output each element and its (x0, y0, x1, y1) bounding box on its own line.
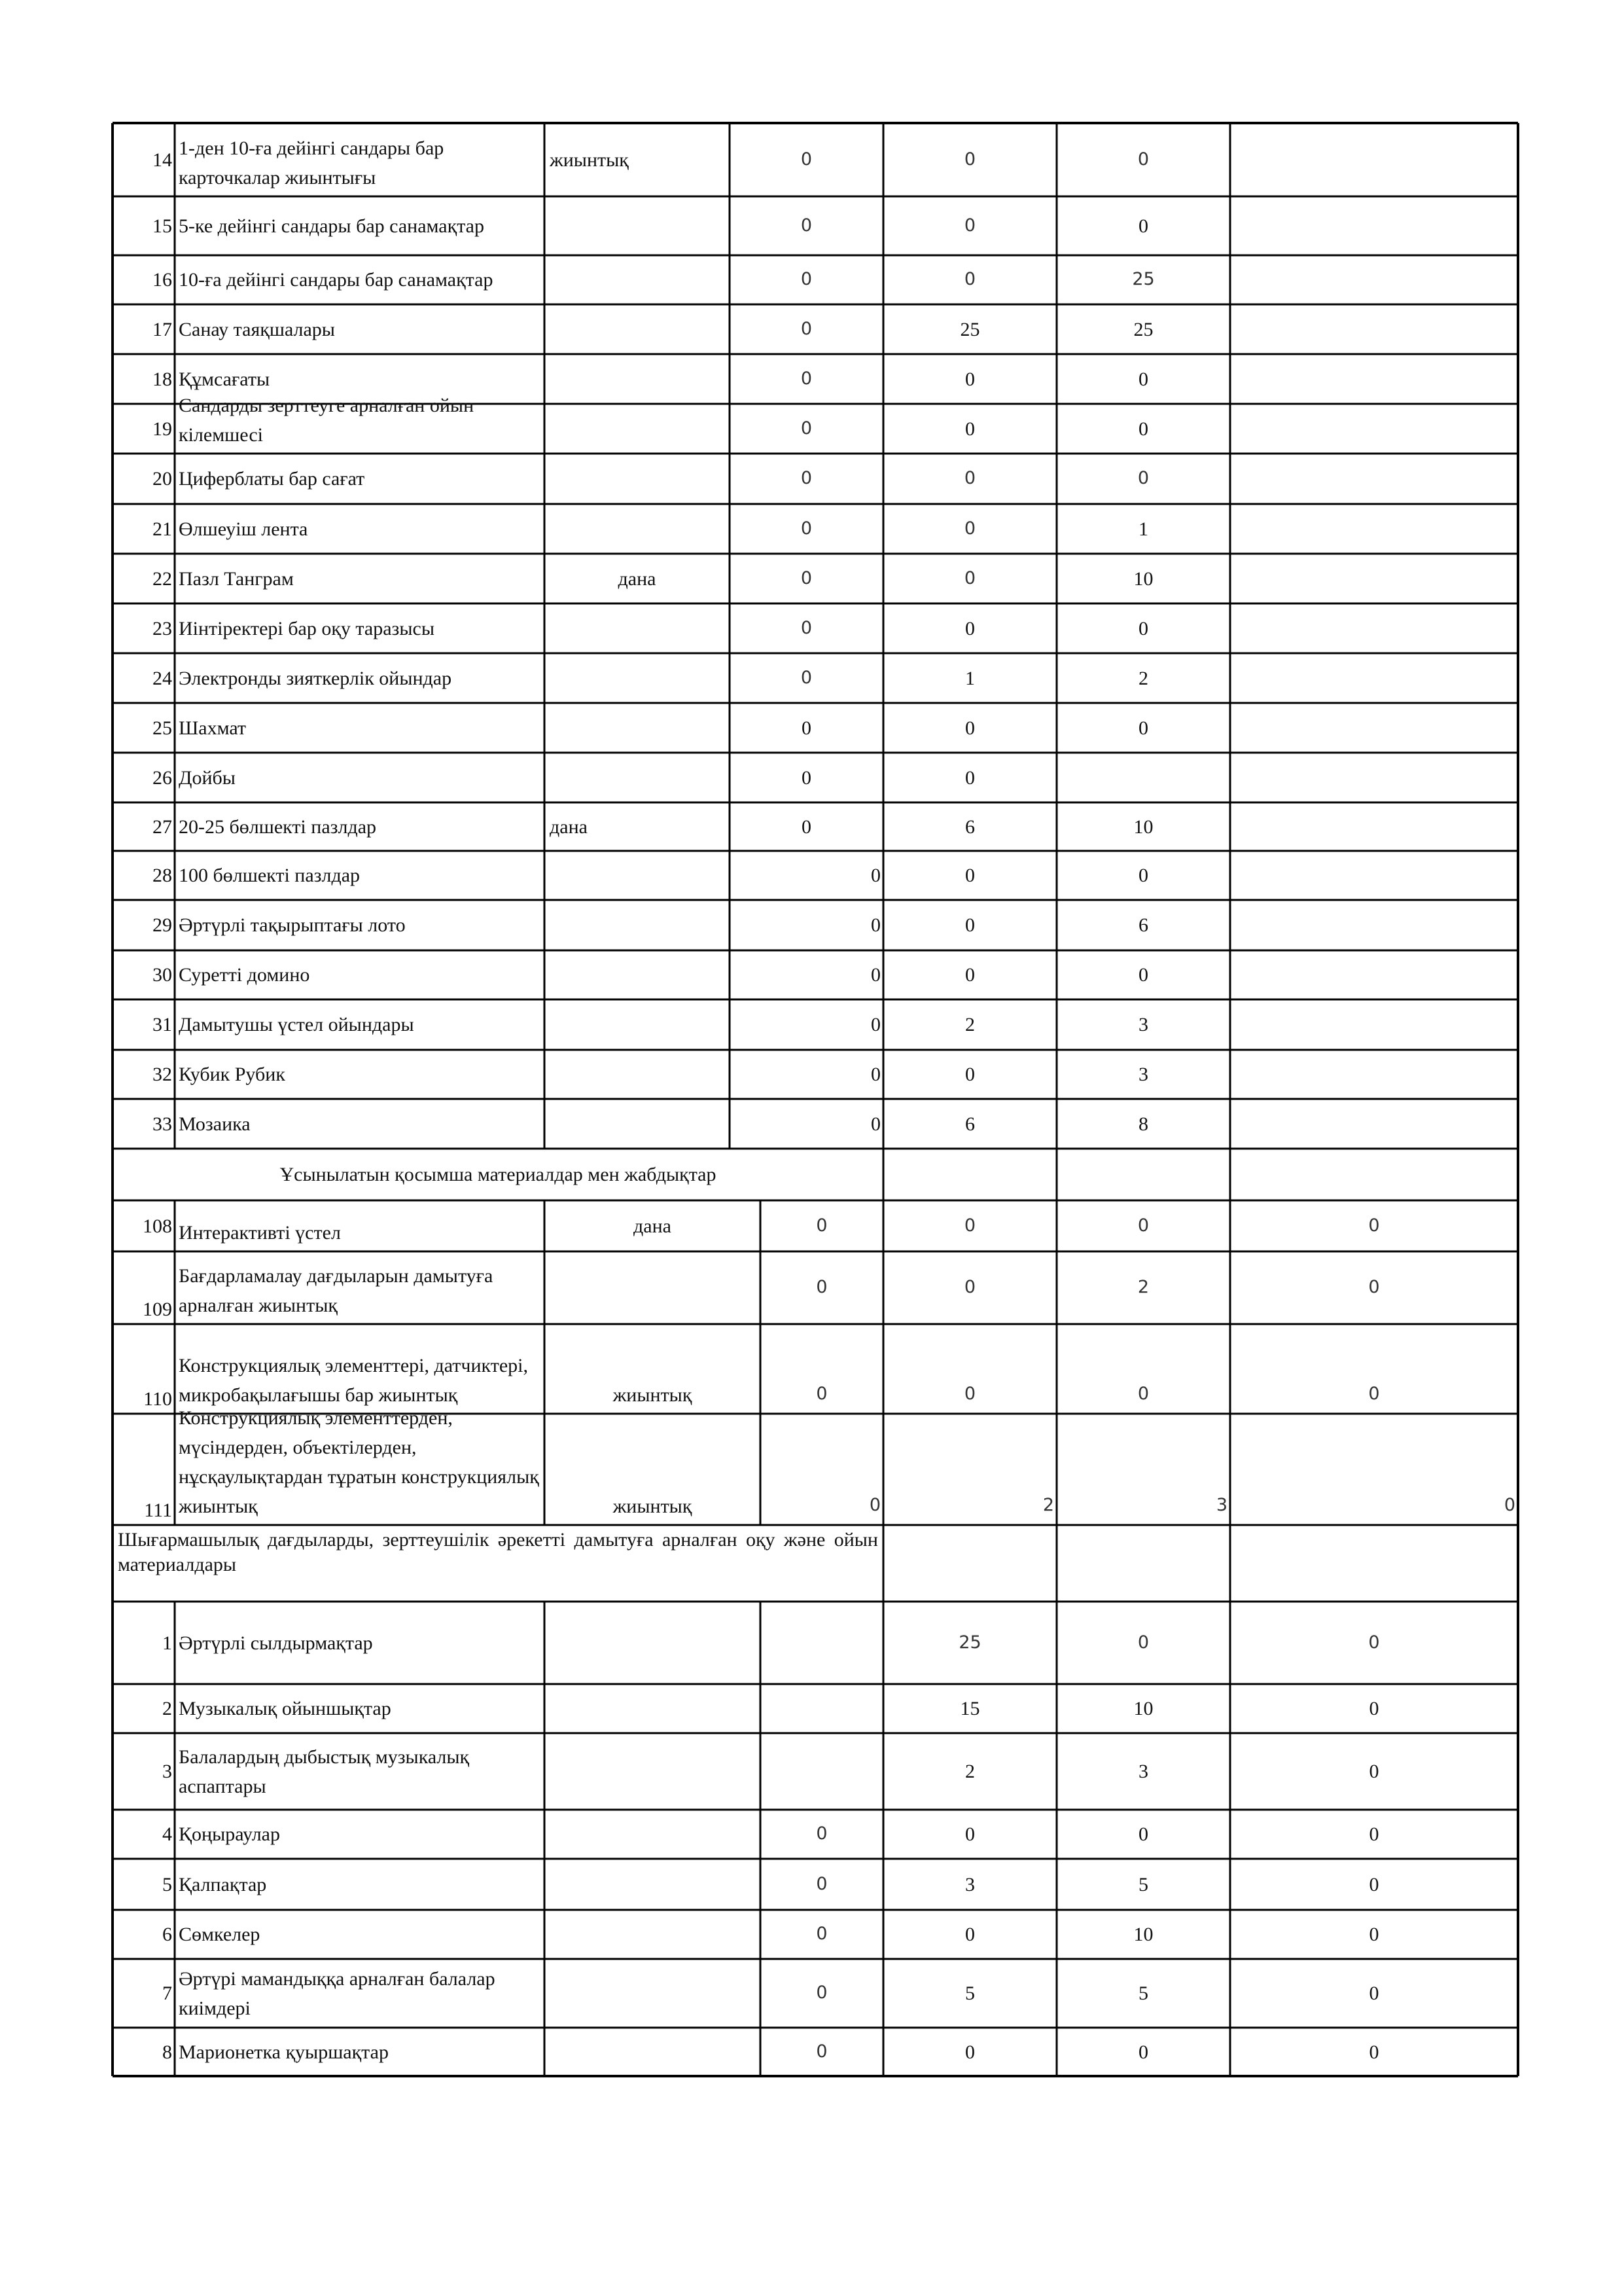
value-col2: 0 (964, 518, 976, 539)
value-col2: 0 (965, 914, 975, 936)
value-col1: 0 (871, 1014, 881, 1035)
value-col2: 2 (1042, 1494, 1054, 1515)
value-col3: 0 (1139, 617, 1148, 639)
item-name: Музыкалық ойыншықтар (179, 1698, 391, 1719)
item-unit (544, 753, 730, 802)
value-col1: 0 (871, 865, 881, 886)
value-col3: 3 (1139, 1064, 1148, 1085)
item-name: 20-25 бөлшекті пазлдар (179, 816, 377, 838)
item-name: Конструкциялық элементтерден, мүсіндерден, объектілерден, нұсқаулықтардан тұратын конструкциялық жиынтық (179, 1407, 539, 1517)
item-unit: дана (633, 1215, 671, 1237)
value-col2: 0 (965, 865, 975, 886)
row-number: 5 (162, 1873, 172, 1895)
row-number: 20 (152, 468, 172, 490)
value-col1: 0 (800, 418, 813, 439)
value-col2: 0 (964, 567, 976, 588)
value-col3: 10 (1133, 816, 1154, 838)
value-col3: 25 (1132, 269, 1155, 290)
value-col4 (1230, 404, 1518, 454)
value-col2: 2 (965, 1014, 975, 1035)
row-number: 16 (152, 269, 172, 291)
item-unit (544, 653, 730, 703)
value-col2: 0 (964, 269, 976, 290)
item-unit (544, 1050, 730, 1099)
item-unit (544, 1733, 760, 1810)
row-number: 25 (152, 717, 172, 739)
value-col1: 0 (871, 964, 881, 986)
value-col2: 25 (960, 318, 980, 340)
row-number: 110 (143, 1388, 172, 1410)
value-col3: 5 (1139, 1873, 1148, 1895)
item-name: Әртүрлі тақырыптағы лото (179, 914, 406, 936)
item-unit (544, 1959, 760, 2028)
row-number: 8 (162, 2041, 172, 2063)
item-name: 10-ға дейінгі сандары бар санамақтар (179, 269, 493, 291)
value-col1: 0 (871, 1064, 881, 1085)
value-col1: 0 (871, 1113, 881, 1135)
value-col4 (1230, 653, 1518, 703)
value-col1: 0 (800, 215, 813, 236)
item-name: Циферблаты бар сағат (179, 468, 365, 490)
value-col1: 0 (802, 766, 811, 789)
value-col2: 0 (965, 766, 975, 789)
value-col3: 0 (1139, 418, 1148, 440)
value-col3: 0 (1137, 1632, 1150, 1653)
item-name: Қоңыраулар (179, 1823, 280, 1845)
value-col4: 0 (1369, 2041, 1379, 2063)
row-number: 23 (152, 617, 172, 639)
value-col3: 0 (1139, 368, 1148, 390)
row-number: 32 (152, 1064, 172, 1085)
value-col4: 0 (1368, 1277, 1380, 1298)
row-number: 6 (162, 1924, 172, 1945)
value-col4 (1230, 454, 1518, 504)
item-name: Санау таяқшалары (179, 318, 335, 340)
value-col2: 6 (965, 1113, 975, 1135)
item-unit (544, 1910, 760, 1959)
value-col4 (1230, 255, 1518, 304)
row-number: 22 (152, 567, 172, 590)
value-col2: 0 (964, 1277, 976, 1298)
row-number: 7 (162, 1982, 172, 2004)
item-name: 1-ден 10-ға дейінгі сандары бар карточкалар жиынтығы (179, 137, 444, 188)
item-name: Сандарды зерттеуге арналған ойын кілемшесі (179, 395, 474, 446)
row-number: 1 (162, 1632, 172, 1654)
value-col4: 0 (1504, 1494, 1515, 1515)
row-number: 108 (143, 1215, 172, 1237)
row-number: 29 (152, 914, 172, 936)
value-col1: 0 (800, 149, 813, 170)
value-col4 (1230, 1050, 1518, 1099)
value-col4: 0 (1368, 1632, 1380, 1653)
item-unit (544, 999, 730, 1050)
item-unit (544, 900, 730, 950)
value-col2: 2 (965, 1761, 975, 1782)
item-unit (544, 1684, 760, 1733)
item-name: Қалпақтар (179, 1873, 267, 1895)
value-col2: 25 (959, 1632, 981, 1653)
item-unit (544, 504, 730, 554)
item-unit (544, 196, 730, 255)
item-name: Өлшеуіш лента (179, 518, 308, 540)
value-col4: 0 (1369, 1761, 1379, 1782)
value-col3: 0 (1139, 1823, 1148, 1845)
value-col4: 0 (1368, 1215, 1380, 1236)
value-col1: 0 (871, 914, 881, 936)
value-col3: 3 (1139, 1761, 1148, 1782)
value-col2: 1 (965, 667, 975, 689)
value-col3: 0 (1137, 1383, 1150, 1404)
item-unit (544, 1251, 760, 1324)
row-number: 3 (162, 1761, 172, 1782)
row-number: 28 (152, 865, 172, 886)
value-col3: 1 (1139, 518, 1148, 540)
value-col1: 0 (816, 1823, 828, 1844)
item-unit: жиынтық (612, 1384, 692, 1406)
value-col3: 3 (1139, 1014, 1148, 1035)
value-col2: 0 (964, 468, 976, 489)
value-col3: 25 (1133, 318, 1154, 340)
row-number: 26 (152, 766, 172, 789)
value-col4 (1230, 1099, 1518, 1149)
item-unit (544, 304, 730, 354)
value-col3: 2 (1137, 1277, 1150, 1298)
value-col1: 0 (816, 1383, 828, 1404)
item-unit: жиынтық (550, 149, 629, 171)
value-col1: 0 (816, 1982, 828, 2003)
value-col4: 0 (1369, 1698, 1379, 1719)
value-col2: 6 (965, 816, 975, 838)
value-col2: 0 (964, 1215, 976, 1236)
value-col1: 0 (869, 1494, 881, 1515)
row-number: 17 (152, 318, 172, 340)
row-number: 2 (162, 1698, 172, 1719)
item-name: Құмсағаты (179, 368, 270, 390)
value-col4 (1230, 354, 1518, 404)
value-col3: 8 (1139, 1113, 1148, 1135)
value-col3 (1057, 753, 1230, 802)
value-col4 (1230, 950, 1518, 999)
value-col2: 0 (965, 964, 975, 986)
row-number: 15 (152, 215, 172, 237)
value-col4: 0 (1369, 1982, 1379, 2004)
value-col3: 5 (1139, 1982, 1148, 2004)
item-name: Марионетка қуыршақтар (179, 2041, 389, 2063)
value-col1: 0 (800, 667, 813, 688)
value-col3: 0 (1139, 2041, 1148, 2063)
item-unit (544, 703, 730, 753)
value-col4: 0 (1369, 1823, 1379, 1845)
value-col4: 0 (1369, 1924, 1379, 1945)
item-unit (544, 404, 730, 454)
value-col4: 0 (1369, 1873, 1379, 1895)
value-col3: 0 (1139, 717, 1148, 739)
item-name: Сөмкелер (179, 1924, 260, 1945)
value-col4 (1230, 851, 1518, 900)
value-col2: 0 (965, 617, 975, 639)
value-col1: 0 (816, 2041, 828, 2062)
value-col4 (1230, 123, 1518, 196)
value-col1 (760, 1684, 883, 1733)
value-col3: 0 (1139, 215, 1148, 237)
row-number: 33 (152, 1113, 172, 1135)
item-name: Әртүрлі сылдырмақтар (179, 1632, 373, 1654)
value-col1 (760, 1602, 883, 1684)
item-unit (544, 255, 730, 304)
item-unit: жиынтық (612, 1496, 692, 1517)
item-name: 5-ке дейінгі сандары бар санамақтар (179, 215, 484, 237)
item-name: Дамытушы үстел ойындары (179, 1014, 414, 1035)
value-col4 (1230, 554, 1518, 603)
item-name: Балалардың дыбыстық музыкалық аспаптары (179, 1746, 470, 1797)
value-col1: 0 (800, 269, 813, 290)
value-col3: 2 (1139, 667, 1148, 689)
row-number: 111 (144, 1499, 172, 1521)
value-col1: 0 (800, 468, 813, 489)
value-col1: 0 (816, 1924, 828, 1945)
item-unit (544, 1810, 760, 1859)
item-name: Электронды зияткерлік ойындар (179, 667, 452, 689)
value-col4 (1230, 603, 1518, 653)
value-col1: 0 (800, 567, 813, 588)
item-unit (544, 1859, 760, 1910)
item-unit (544, 354, 730, 404)
value-col2: 3 (965, 1873, 975, 1895)
item-name: Суретті домино (179, 964, 310, 986)
value-col2: 0 (965, 418, 975, 440)
item-name: 100 бөлшекті пазлдар (179, 865, 361, 886)
value-col4 (1230, 753, 1518, 802)
item-unit (544, 1099, 730, 1149)
value-col3: 10 (1133, 1698, 1154, 1719)
value-col3: 0 (1137, 1215, 1150, 1236)
value-col1 (760, 1733, 883, 1810)
item-name: Мозаика (179, 1113, 251, 1135)
value-col3: 10 (1133, 1924, 1154, 1945)
item-name: Дойбы (179, 766, 236, 789)
row-number: 109 (143, 1299, 172, 1320)
item-unit (544, 454, 730, 504)
value-col2: 0 (965, 2041, 975, 2063)
item-name: Иінтіректері бар оқу таразысы (179, 617, 434, 639)
value-col4 (1230, 196, 1518, 255)
value-col2: 5 (965, 1982, 975, 2004)
value-col2: 0 (964, 1383, 976, 1404)
value-col4 (1230, 802, 1518, 851)
item-unit: дана (618, 567, 656, 590)
value-col2: 0 (965, 1924, 975, 1945)
row-number: 18 (152, 368, 172, 390)
item-name: Әртүрі мамандыққа арналған балалар киімдері (179, 1967, 495, 2019)
value-col1: 0 (800, 318, 813, 339)
row-number: 4 (162, 1823, 172, 1845)
value-col1: 0 (816, 1277, 828, 1298)
value-col3: 0 (1139, 865, 1148, 886)
item-name: Кубик Рубик (179, 1064, 285, 1085)
row-number: 24 (152, 667, 172, 689)
value-col2: 0 (965, 717, 975, 739)
value-col1: 0 (800, 368, 813, 389)
section-title: Ұсынылатын қосымша материалдар мен жабдықтар (279, 1164, 716, 1185)
value-col1: 0 (800, 518, 813, 539)
value-col4: 0 (1368, 1383, 1380, 1404)
value-col3: 3 (1216, 1494, 1227, 1515)
value-col4 (1230, 304, 1518, 354)
row-number: 14 (152, 149, 172, 171)
item-name: Конструкциялық элементтері, датчиктері, микробақылағышы бар жиынтық (179, 1355, 528, 1406)
value-col3: 0 (1139, 964, 1148, 986)
value-col2: 0 (965, 1064, 975, 1085)
value-col4 (1230, 900, 1518, 950)
item-name: Пазл Танграм (179, 567, 294, 590)
value-col4 (1230, 999, 1518, 1050)
value-col3: 0 (1137, 149, 1150, 170)
value-col3: 6 (1139, 914, 1148, 936)
value-col1: 0 (802, 717, 811, 739)
item-name: Интерактивті үстел (179, 1222, 341, 1244)
section-title: Шығармашылық дағдыларды, зерттеушілік әрекетті дамытуға арналған оқу және ойын материалдары (118, 1529, 878, 1575)
item-unit (544, 1602, 760, 1684)
item-unit: дана (550, 816, 588, 838)
item-name: Шахмат (179, 717, 247, 739)
value-col1: 0 (800, 617, 813, 638)
row-number: 27 (152, 816, 172, 838)
item-unit (544, 2028, 760, 2076)
row-number: 31 (152, 1014, 172, 1035)
row-number: 30 (152, 964, 172, 986)
value-col4 (1230, 703, 1518, 753)
value-col3: 10 (1133, 567, 1154, 590)
item-unit (544, 950, 730, 999)
value-col1: 0 (802, 816, 811, 838)
value-col2: 0 (964, 149, 976, 170)
row-number: 21 (152, 518, 172, 540)
value-col2: 0 (964, 215, 976, 236)
value-col2: 0 (965, 1823, 975, 1845)
value-col1: 0 (816, 1873, 828, 1894)
value-col3: 0 (1137, 468, 1150, 489)
item-unit (544, 603, 730, 653)
value-col2: 0 (965, 368, 975, 390)
value-col2: 15 (960, 1698, 980, 1719)
item-unit (544, 851, 730, 900)
value-col4 (1230, 504, 1518, 554)
item-name: Бағдарламалау дағдыларын дамытуға арналған жиынтық (179, 1265, 493, 1316)
value-col1: 0 (816, 1215, 828, 1236)
row-number: 19 (152, 418, 172, 440)
